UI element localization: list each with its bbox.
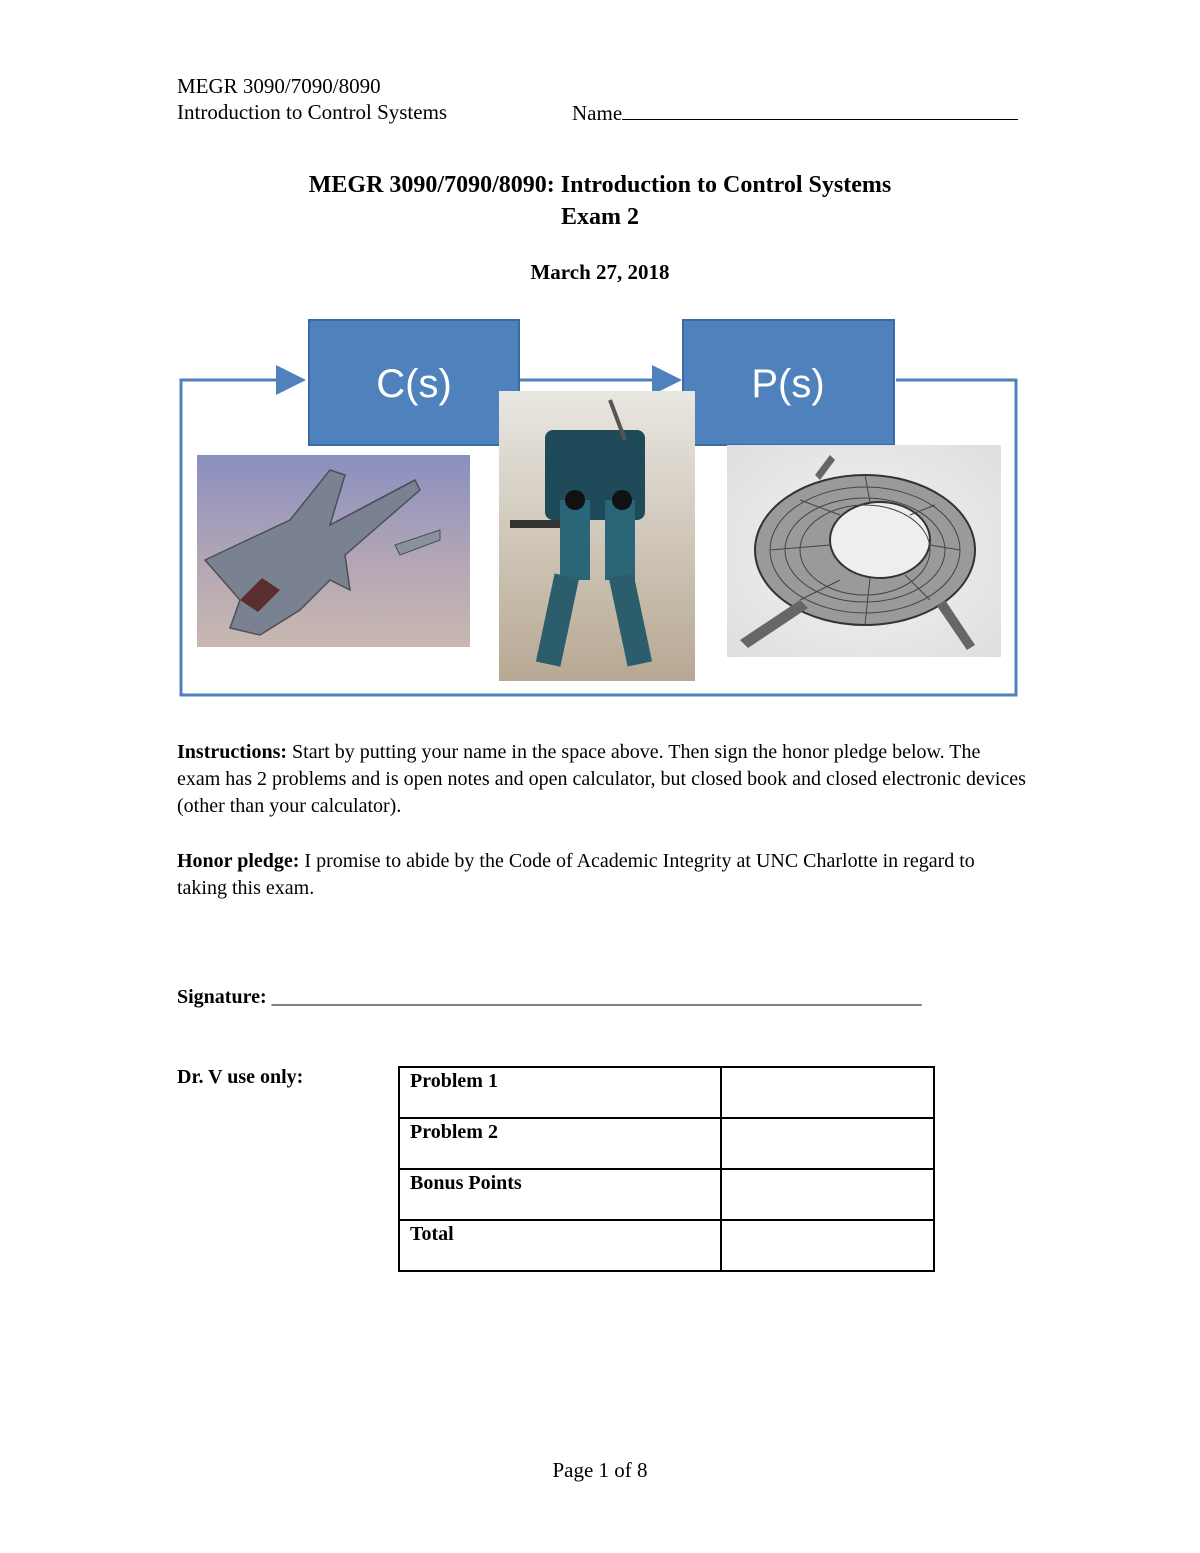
pledge-text: I promise to abide by the Code of Academic Integrity at UNC Charlotte in regard to taking this exam. [177, 850, 975, 899]
honor-pledge-paragraph [177, 848, 1027, 902]
score-cell[interactable] [721, 1067, 934, 1118]
controller-label: C(s) [376, 362, 452, 406]
feedback-block-diagram [0, 0, 1200, 720]
table-row [399, 1169, 934, 1220]
score-cell[interactable] [721, 1118, 934, 1169]
grading-row-label: Problem 2 [399, 1118, 721, 1169]
table-row [399, 1118, 934, 1169]
walking-robot-image [499, 391, 695, 681]
airborne-turbine-image [727, 445, 1001, 657]
instructions-paragraph [177, 739, 1027, 820]
exam-title: MEGR 3090/7090/8090: Introduction to Control Systems [308, 172, 892, 198]
grading-row-label: Bonus Points [399, 1169, 721, 1220]
pledge-label: Honor pledge: [177, 850, 300, 872]
signature-field[interactable] [177, 984, 1027, 1011]
table-row [399, 1220, 934, 1271]
exam-number: Exam 2 [561, 204, 639, 230]
page-number: Page 1 of 8 [552, 1458, 648, 1482]
grading-row-label: Problem 1 [399, 1067, 721, 1118]
course-name: Introduction to Control Systems [177, 100, 448, 124]
course-code: MEGR 3090/7090/8090 [177, 74, 381, 98]
plant-label: P(s) [751, 362, 825, 406]
score-cell[interactable] [721, 1220, 934, 1271]
instructions-label: Instructions: [177, 741, 288, 763]
grading-row-label: Total [399, 1220, 721, 1271]
exam-date: March 27, 2018 [530, 260, 670, 284]
fighter-jet-image [197, 455, 470, 647]
name-label: Name [572, 101, 623, 125]
score-cell[interactable] [721, 1169, 934, 1220]
controller-block [309, 320, 519, 445]
signature-line: _________________________________________________________________ [266, 986, 922, 1008]
table-row [399, 1067, 934, 1118]
signature-label: Signature: [177, 986, 267, 1008]
plant-block [683, 320, 894, 445]
grading-label: Dr. V use only: [177, 1066, 304, 1088]
grading-table [398, 1066, 935, 1272]
instructions-text: Start by putting your name in the space above. Then sign the honor pledge below. The exam has 2 problems and is open notes and open calculator, but closed book and closed electronic devices (other than your calculator). [177, 741, 1026, 817]
